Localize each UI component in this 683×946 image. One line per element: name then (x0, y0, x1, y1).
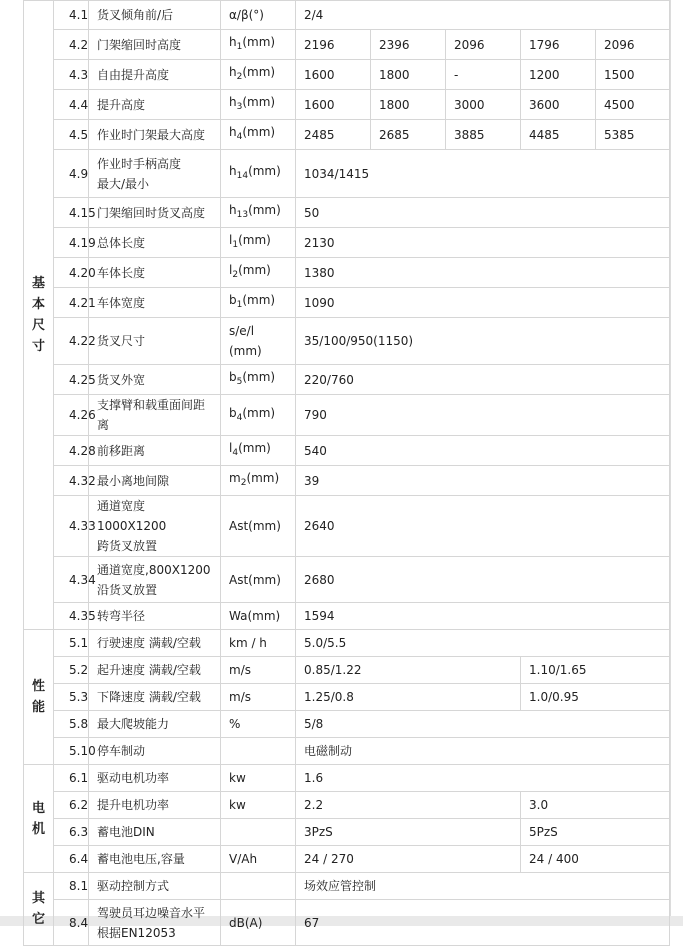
value-cell: 1.25/0.8 (296, 684, 521, 711)
unit-symbol: l (229, 263, 233, 277)
table-row (24, 318, 670, 365)
table-row (24, 150, 670, 198)
unit-subscript: 1 (236, 300, 243, 310)
value-cell: 1600 (296, 90, 371, 120)
value-cell: 39 (296, 466, 670, 496)
unit-suffix: (mm) (242, 125, 276, 139)
item-name: 前移距离 (89, 436, 221, 466)
unit-subscript: 4 (236, 132, 243, 142)
item-unit (221, 228, 296, 258)
unit-suffix: (mm) (242, 65, 276, 79)
item-number: 5.2 (54, 657, 89, 684)
unit-symbol: h (229, 65, 237, 79)
item-unit (221, 288, 296, 318)
item-number: 6.3 (54, 819, 89, 846)
item-unit (221, 466, 296, 496)
unit-suffix: (mm) (242, 370, 276, 384)
unit-subscript: 1 (232, 240, 239, 250)
item-number: 4.22 (54, 318, 89, 365)
item-name: 驾驶员耳边噪音水平 根据EN12053 (89, 900, 221, 946)
value-cell: 24 / 270 (296, 846, 521, 873)
item-unit: kw (221, 792, 296, 819)
value-cell: 2680 (296, 557, 670, 603)
item-number: 4.21 (54, 288, 89, 318)
value-cell: 1500 (596, 60, 670, 90)
table-row (24, 557, 670, 603)
table-row (24, 228, 670, 258)
item-name: 停车制动 (89, 738, 221, 765)
item-name: 货叉外宽 (89, 365, 221, 395)
item-unit (221, 873, 296, 900)
item-number: 5.10 (54, 738, 89, 765)
item-unit (221, 150, 296, 198)
table-row (24, 603, 670, 630)
item-name: 转弯半径 (89, 603, 221, 630)
value-cell: 1090 (296, 288, 670, 318)
value-cell: 540 (296, 436, 670, 466)
item-unit: V/Ah (221, 846, 296, 873)
unit-subscript: 2 (236, 72, 243, 82)
value-cell: 2/4 (296, 1, 670, 30)
item-number: 4.1 (54, 1, 89, 30)
value-cell: 场效应管控制 (296, 873, 670, 900)
value-cell: 0.85/1.22 (296, 657, 521, 684)
value-cell: 2096 (596, 30, 670, 60)
item-number: 6.4 (54, 846, 89, 873)
value-cell: 2096 (446, 30, 521, 60)
value-cell: 1800 (371, 90, 446, 120)
spec-table (23, 0, 670, 946)
item-name: 蓄电池DIN (89, 819, 221, 846)
table-row (24, 466, 670, 496)
item-number: 4.15 (54, 198, 89, 228)
item-number: 4.2 (54, 30, 89, 60)
item-name: 行驶速度 满载/空载 (89, 630, 221, 657)
unit-subscript: 2 (240, 478, 247, 488)
table-row (24, 288, 670, 318)
item-number: 6.1 (54, 765, 89, 792)
item-unit (221, 30, 296, 60)
value-cell: 2196 (296, 30, 371, 60)
item-number: 8.1 (54, 873, 89, 900)
value-cell: - (446, 60, 521, 90)
unit-symbol: b (229, 405, 237, 420)
item-name: 最小离地间隙 (89, 466, 221, 496)
item-name: 货叉倾角前/后 (89, 1, 221, 30)
value-cell: 1600 (296, 60, 371, 90)
value-cell: 2685 (371, 120, 446, 150)
item-name: 提升高度 (89, 90, 221, 120)
item-name: 通道宽度1000X1200 跨货叉放置 (89, 496, 221, 557)
unit-suffix: (mm) (238, 263, 271, 277)
value-cell: 1.10/1.65 (521, 657, 670, 684)
item-unit: Ast(mm) (221, 496, 296, 557)
value-cell: 5.0/5.5 (296, 630, 670, 657)
table-row (24, 496, 670, 557)
unit-suffix: (mm) (246, 471, 280, 485)
value-cell: 50 (296, 198, 670, 228)
section-label: 性 能 (24, 630, 54, 765)
unit-subscript: 5 (236, 377, 243, 387)
unit-subscript: 4 (236, 412, 243, 423)
unit-suffix: (mm) (242, 35, 276, 49)
item-name: 总体长度 (89, 228, 221, 258)
table-row (24, 1, 670, 30)
unit-symbol: h (229, 164, 237, 178)
table-row (24, 60, 670, 90)
unit-symbol: h (229, 125, 237, 139)
table-row (24, 120, 670, 150)
unit-subscript: 3 (236, 102, 243, 112)
table-row (24, 657, 670, 684)
section-label: 电 机 (24, 765, 54, 873)
unit-suffix: (mm) (238, 441, 271, 455)
table-row (24, 630, 670, 657)
unit-symbol: h (229, 203, 237, 217)
item-number: 6.2 (54, 792, 89, 819)
item-unit (221, 60, 296, 90)
item-name: 作业时手柄高度 最大/最小 (89, 150, 221, 198)
value-cell: 5/8 (296, 711, 670, 738)
section-label: 其 它 (24, 873, 54, 946)
item-name: 门架缩回时高度 (89, 30, 221, 60)
unit-symbol: b (229, 370, 237, 384)
item-name: 提升电机功率 (89, 792, 221, 819)
unit-suffix: (mm) (238, 233, 271, 247)
item-name: 驱动控制方式 (89, 873, 221, 900)
table-row (24, 873, 670, 900)
item-unit: % (221, 711, 296, 738)
value-cell: 3000 (446, 90, 521, 120)
item-unit: km / h (221, 630, 296, 657)
item-unit (221, 198, 296, 228)
item-unit: m/s (221, 684, 296, 711)
item-unit: kw (221, 765, 296, 792)
table-row (24, 365, 670, 395)
unit-subscript: 4 (232, 448, 239, 458)
unit-subscript: 14 (236, 171, 249, 181)
unit-symbol: h (229, 95, 237, 109)
item-name: 通道宽度,800X1200 沿货叉放置 (89, 557, 221, 603)
unit-subscript: 2 (232, 270, 239, 280)
item-name: 下降速度 满载/空载 (89, 684, 221, 711)
item-number: 4.33 (54, 496, 89, 557)
item-name: 驱动电机功率 (89, 765, 221, 792)
item-unit (221, 120, 296, 150)
value-cell: 4500 (596, 90, 670, 120)
table-row (24, 819, 670, 846)
item-unit: dB(A) (221, 900, 296, 946)
item-number: 8.4 (54, 900, 89, 946)
item-number: 4.5 (54, 120, 89, 150)
unit-suffix: (mm) (242, 95, 276, 109)
value-cell: 1380 (296, 258, 670, 288)
unit-symbol: b (229, 293, 237, 307)
item-name: 起升速度 满载/空载 (89, 657, 221, 684)
item-number: 5.3 (54, 684, 89, 711)
value-cell: 67 (296, 900, 670, 946)
item-unit (221, 90, 296, 120)
item-number: 4.34 (54, 557, 89, 603)
unit-symbol: m (229, 471, 241, 485)
item-number: 4.3 (54, 60, 89, 90)
item-number: 4.4 (54, 90, 89, 120)
item-name: 最大爬坡能力 (89, 711, 221, 738)
value-cell: 2.2 (296, 792, 521, 819)
item-unit: m/s (221, 657, 296, 684)
value-cell: 790 (296, 395, 670, 436)
unit-suffix: (mm) (242, 293, 276, 307)
unit-suffix: (mm) (248, 203, 281, 217)
table-row (24, 846, 670, 873)
table-row (24, 90, 670, 120)
value-cell: 1200 (521, 60, 596, 90)
item-name: 蓄电池电压,容量 (89, 846, 221, 873)
table-row (24, 436, 670, 466)
item-unit (221, 819, 296, 846)
table-row (24, 792, 670, 819)
table-row (24, 711, 670, 738)
unit-subscript: 13 (236, 210, 249, 220)
value-cell: 2485 (296, 120, 371, 150)
value-cell: 4485 (521, 120, 596, 150)
item-unit (221, 258, 296, 288)
table-row (24, 395, 670, 436)
table-row (24, 198, 670, 228)
value-cell: 2130 (296, 228, 670, 258)
item-number: 4.20 (54, 258, 89, 288)
unit-symbol: l (229, 441, 233, 455)
value-cell: 1.0/0.95 (521, 684, 670, 711)
value-cell: 1800 (371, 60, 446, 90)
value-cell: 1796 (521, 30, 596, 60)
table-row (24, 258, 670, 288)
value-cell: 2396 (371, 30, 446, 60)
item-name: 车体长度 (89, 258, 221, 288)
item-name: 货叉尺寸 (89, 318, 221, 365)
item-number: 5.1 (54, 630, 89, 657)
item-number: 5.8 (54, 711, 89, 738)
item-unit: Ast(mm) (221, 557, 296, 603)
item-number: 4.26 (54, 395, 89, 436)
unit-symbol: l (229, 233, 233, 247)
value-cell: 3.0 (521, 792, 670, 819)
item-name: 车体宽度 (89, 288, 221, 318)
unit-subscript: 1 (236, 42, 243, 52)
item-number: 4.35 (54, 603, 89, 630)
unit-suffix: (mm) (242, 405, 276, 420)
table-row (24, 900, 670, 946)
item-number: 4.9 (54, 150, 89, 198)
item-unit: s/e/l (mm) (221, 318, 296, 365)
item-number: 4.25 (54, 365, 89, 395)
item-unit (221, 395, 296, 436)
section-label: 基 本 尺 寸 (24, 1, 54, 630)
item-unit (221, 365, 296, 395)
item-number: 4.28 (54, 436, 89, 466)
value-cell: 5385 (596, 120, 670, 150)
item-name: 支撑臂和载重面间距离 (89, 395, 221, 436)
value-cell: 3600 (521, 90, 596, 120)
item-number: 4.19 (54, 228, 89, 258)
value-cell: 3PzS (296, 819, 521, 846)
value-cell: 5PzS (521, 819, 670, 846)
table-row (24, 30, 670, 60)
table-row (24, 738, 670, 765)
table-row (24, 765, 670, 792)
table-row (24, 684, 670, 711)
item-name: 自由提升高度 (89, 60, 221, 90)
item-unit (221, 738, 296, 765)
value-cell: 2640 (296, 496, 670, 557)
value-cell: 220/760 (296, 365, 670, 395)
value-cell: 1.6 (296, 765, 670, 792)
value-cell: 1594 (296, 603, 670, 630)
value-cell: 24 / 400 (521, 846, 670, 873)
item-name: 门架缩回时货叉高度 (89, 198, 221, 228)
item-unit: Wa(mm) (221, 603, 296, 630)
item-name: 作业时门架最大高度 (89, 120, 221, 150)
unit-symbol: h (229, 35, 237, 49)
value-cell: 35/100/950(1150) (296, 318, 670, 365)
item-unit: α/β(°) (221, 1, 296, 30)
item-unit (221, 436, 296, 466)
value-cell: 3885 (446, 120, 521, 150)
value-cell: 电磁制动 (296, 738, 670, 765)
unit-suffix: (mm) (248, 164, 281, 178)
item-number: 4.32 (54, 466, 89, 496)
value-cell: 1034/1415 (296, 150, 670, 198)
